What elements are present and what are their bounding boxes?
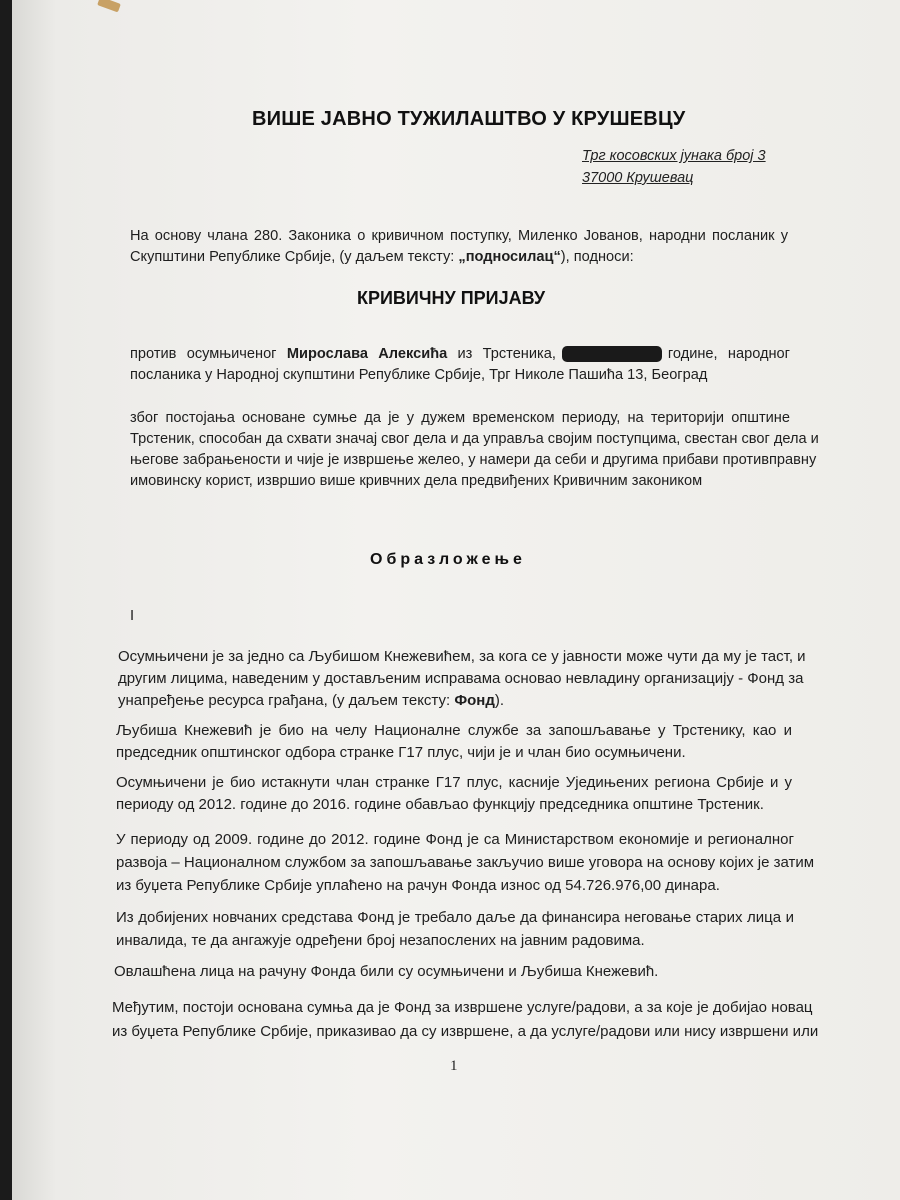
document-page (12, 0, 900, 1200)
address-line-2: 37000 Крушевац (582, 170, 694, 186)
submitter-label: „подносилац“ (458, 249, 561, 265)
para5-line: инвалида, те да ангажује одређени број незапослених на јавним радовима. (116, 932, 645, 949)
para1-line: другим лицима, наведеним у достављеним исправама основао невладину организацију - Фонд за (118, 670, 804, 687)
suspicion-line: његове забрањености и чије је извршење желео, у намери да себи и другима прибави противправну (130, 452, 817, 468)
paragraph-funds-use (116, 906, 794, 952)
suspicion-line: Трстеник, способан да схвати значај свог дела и да управља својим поступцима, свестан свог дела и (130, 431, 819, 447)
para4-line: из буџета Републике Србије уплаћено на рачун Фонда износ од 54.726.976,00 динара. (116, 877, 720, 894)
pen-tip (97, 0, 121, 12)
against-line-1: против осумњиченог Мирослава Алексића из Трстеника, године, народног (130, 346, 790, 362)
para3-line: периоду од 2012. године до 2016. године обављао функцију председника општине Трстеник. (116, 796, 764, 813)
paragraph-knezevic (116, 720, 792, 764)
suspicion-line: имовинску корист, извршио више кривчних дела предвиђених Кривичним закоником (130, 473, 703, 489)
para7-line: из буџета Републике Србије, приказивао да су извршене, а да услуге/радови или нису извршени или (112, 1023, 819, 1040)
paragraph-fund-founding (118, 646, 806, 712)
paragraph-suspicion-fund (112, 996, 819, 1044)
para2-line: Љубиша Кнежевић је био на челу Националне службе за запошљавање у Трстенику, као и (116, 722, 792, 739)
section-numeral: I (130, 608, 135, 624)
reasoning-heading: Образложење (370, 551, 526, 568)
page-number: 1 (450, 1058, 458, 1074)
office-title: ВИШЕ ЈАВНО ТУЖИЛАШТВО У КРУШЕВЦУ (252, 108, 686, 130)
para6-line: Овлашћена лица на рачуну Фонда били су осумњичени и Љубиша Кнежевић. (114, 963, 659, 980)
intro-line-2: Скупштини Републике Србије, (у даљем тексту: „подносилац“), подноси: (130, 249, 634, 265)
paragraph-authorized (114, 960, 794, 983)
against-paragraph (130, 344, 790, 386)
para2-line: председник општинског одбора странке Г17 плус, чији је и члан био осумњичени. (116, 744, 686, 761)
intro-line-1: На основу члана 280. Законика о кривичном поступку, Миленко Јованов, народни посланик у (130, 228, 788, 244)
paragraph-contracts (116, 828, 815, 897)
para1-line: унапређење ресурса грађана, (у даљем тексту: Фонд). (118, 692, 505, 709)
para4-line: У периоду од 2009. године до 2012. године Фонд је са Министарством економије и регионалног (116, 831, 794, 848)
complaint-heading: КРИВИЧНУ ПРИЈАВУ (357, 288, 546, 308)
suspicion-paragraph (130, 408, 819, 492)
para4-line: развоја – Националном службом за запошљавање закључио више уговора на основу којих је затим (116, 854, 815, 871)
suspicion-line: због постојања основане сумње да је у дужем временском периоду, на територији општине (130, 410, 790, 426)
para1-line: Осумњичени је за једно са Љубишом Кнежевићем, за кога се у јавности може чути да му је таст, и (118, 648, 806, 665)
para3-line: Осумњичени је био истакнути члан странке Г17 плус, касније Уједињених региона Србије и у (116, 774, 792, 791)
fund-label: Фонд (454, 692, 495, 709)
para5-line: Из добијених новчаних средстава Фонд је требало даље да финансира неговање старих лица и (116, 909, 794, 926)
para7-line: Међутим, постоји основана сумња да је Фонд за извршене услуге/радови, а за које је добијао новац (112, 999, 813, 1016)
intro-paragraph (130, 226, 788, 268)
suspect-name: Мирослава Алексића (286, 346, 448, 362)
against-line-2: посланика у Народној скупштини Републике Србије, Трг Николе Пашића 13, Београд (130, 367, 708, 383)
redaction-bar (562, 346, 662, 362)
paragraph-party-member (116, 772, 792, 816)
address-line-1: Трг косовских јунака број 3 (582, 148, 766, 164)
